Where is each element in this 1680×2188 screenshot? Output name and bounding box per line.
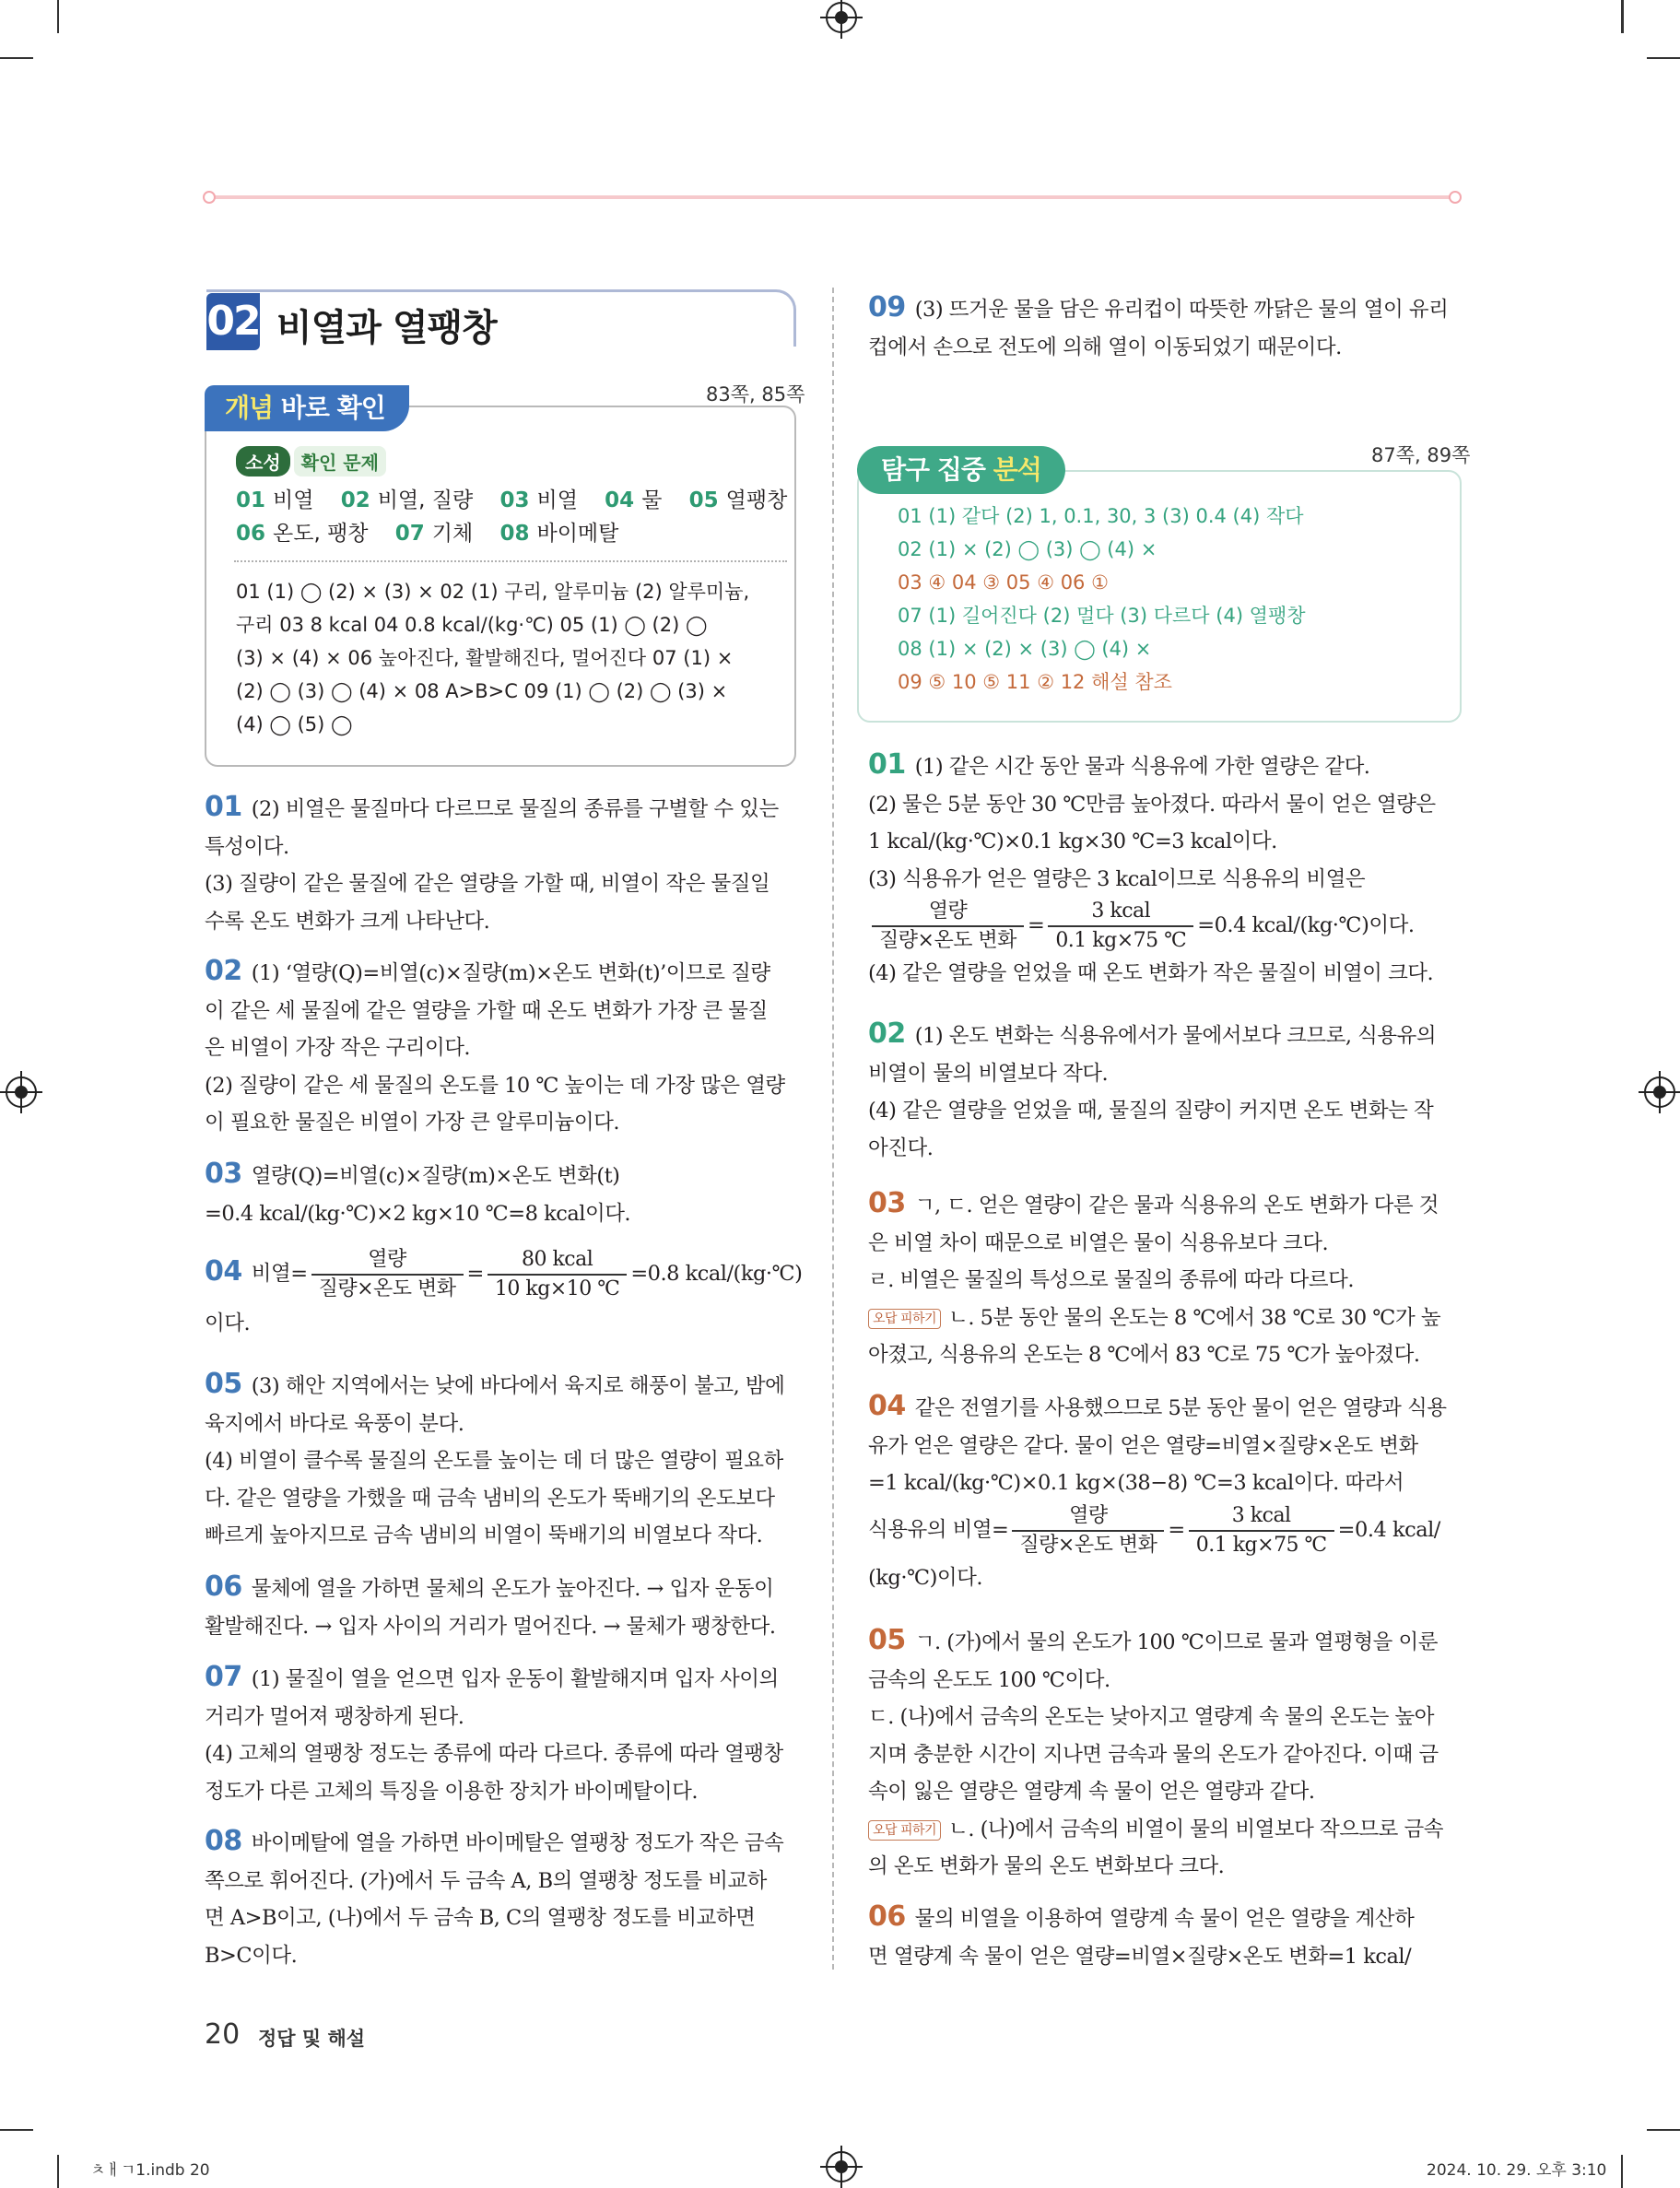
inquiry-explanation-01: 01 (1) 같은 시간 동안 물과 식용유에 가한 열량은 같다. (2) 물은 5분 동안 30 ℃만큼 높아졌다. 따라서 물이 얻은 열량은 1 kcal/(kg·℃)×0.1 kg×30 ℃=3 kcal이다. (3) 식용유가 얻은 열량은 3 kcal이므로 식용유의 비열은 $\frac{\text{열량}}{\text{질량×온도 변화}}$ = $\frac{\text{3 kcal}}{0.1 kg\times 75 ℃}$ =0.4 kcal/(kg·℃)이다. (4) 같은 열량을 얻었을 때 온도 변화가 작은 물질이 비열이 크다. (868, 748, 1436, 985)
dotted-separator (234, 560, 787, 562)
inquiry-row: 08 (1) × (2) × (3) ◯ (4) × (898, 638, 1152, 660)
print-slug-date: 2024. 10. 29. 오후 3:10 (1427, 2161, 1607, 2180)
inquiry-row: 07 (1) 길어진다 (2) 멀다 (3) 다르다 (4) 열팽창 (898, 605, 1306, 627)
fraction: $\frac{\text{80 kcal}}{10 kg\times 10 ℃}$ (488, 1246, 627, 1303)
explanation-03: 03 열량(Q)=비열(c)×질량(m)×온도 변화(t) =0.4 kcal/(kg·℃)×2 kg×10 ℃=8 kcal이다. (205, 1158, 631, 1226)
explanation-02: 02 (1) ‘열량(Q)=비열(c)×질량(m)×온도 변화(t)’이므로 질량 이 같은 세 물질에 같은 열량을 가할 때 온도 변화가 가장 큰 물질 은 비열이 가장 작은 구리이다. (2) 질량이 같은 세 물질의 온도를 10 ℃ 높이는 데 가장 많은 열량 이 필요한 물질은 비열이 가장 큰 알루미늄이다. (205, 955, 785, 1135)
concept-check-tab (205, 385, 409, 431)
concept-tab-label: 바로 확인 (273, 393, 385, 423)
fraction: $\frac{\text{열량}}{\text{질량×온도 변화}}$ (1012, 1502, 1164, 1559)
wrong-answer-tag: 오답 피하기 (868, 1820, 941, 1841)
crop-mark (1622, 0, 1624, 33)
fraction: $\frac{\text{열량}}{\text{질량×온도 변화}}$ (311, 1246, 464, 1303)
inquiry-tab-highlight: 분석 (993, 454, 1041, 485)
column-divider (832, 288, 834, 1970)
explanation-08: 08 바이메탈에 열을 가하면 바이메탈은 열팽창 정도가 작은 금속 쪽으로 휘어진다. (가)에서 두 금속 A, B의 열팽창 정도를 비교하 면 A>B이고, (나)에서 두 금속 B, C의 열팽창 정도를 비교하면 B>C이다. (205, 1825, 784, 1968)
concept-row-2: 06 온도, 팽창 07 기체 08 바이메탈 (236, 522, 619, 546)
crop-mark (1647, 57, 1680, 59)
registration-mark (826, 2, 857, 33)
registration-mark (826, 2151, 857, 2182)
crop-mark (0, 57, 33, 59)
inquiry-row: 09 ⑤ 10 ⑤ 11 ② 12 해설 참조 (898, 671, 1172, 693)
concept-answer-line: 구리 03 8 kcal 04 0.8 kcal/(kg·℃) 05 (1) ◯ (2) ◯ (236, 614, 708, 636)
explanation-05: 05 (3) 해안 지역에서는 낮에 바다에서 육지로 해풍이 불고, 밤에 육지에서 바다로 육풍이 분다. (4) 비열이 클수록 물질의 온도를 높이는 데 더 많은 열량이 필요하 다. 같은 열량을 가했을 때 금속 냄비의 온도가 뚝배기의 온도보다 빠르게 높아지므로 금속 냄비의 비열이 뚝배기의 비열보다 작다. (205, 1368, 785, 1547)
concept-tab-highlight: 개념 (225, 393, 274, 423)
fraction: $\frac{\text{3 kcal}}{0.1 kg\times 75 ℃}$ (1048, 898, 1193, 955)
page-reference: 83쪽, 85쪽 (706, 383, 805, 406)
confirm-badge-row (236, 446, 386, 476)
inquiry-explanation-05: 05 ㄱ. (가)에서 물의 온도가 100 ℃이므로 물과 열평형을 이룬 금속의 온도도 100 ℃이다. ㄷ. (나)에서 금속의 온도는 낮아지고 열량계 속 물의 온도는 높아 지며 충분한 시간이 지나면 금속과 물의 온도가 같아진다. 이때 금 속이 잃은 열량은 열량계 속 물이 얻은 열량과 같다. 오답 피하기 ㄴ. (나)에서 금속의 비열이 물의 비열보다 작으므로 금속 의 온도 변화가 물의 온도 변화보다 크다. (868, 1624, 1444, 1878)
badge: 소성 (236, 446, 290, 476)
footer-label: 정답 및 해설 (258, 2028, 366, 2050)
concept-row-1: 01 비열 02 비열, 질량 03 비열 04 물 05 열팽창 (236, 488, 788, 512)
registration-mark (6, 1076, 37, 1108)
crop-mark (57, 0, 59, 33)
inquiry-explanation-06: 06 물의 비열을 이용하여 열량계 속 물이 얻은 열량을 계산하 면 열량계 속 물이 얻은 열량=비열×질량×온도 변화=1 kcal/ (868, 1900, 1415, 1969)
wrong-answer-tag: 오답 피하기 (868, 1309, 941, 1329)
inquiry-explanation-04: 04 같은 전열기를 사용했으므로 5분 동안 물이 얻은 열량과 식용 유가 얻은 열량은 같다. 물이 얻은 열량=비열×질량×온도 변화 =1 kcal/(kg·℃)×0.1 kg×(38−8) ℃=3 kcal이다. 따라서 식용유의 비열= $\frac{\text{열량}}{\text{질량×온도 변화}}$ = $\frac{\text{3 kcal}}{0.1 kg\times 75 ℃}$ =0.4 kcal/ (kg·℃)이다. (868, 1390, 1447, 1590)
header-rule-dot (203, 191, 216, 204)
concept-answer-line: (4) ◯ (5) ◯ (236, 713, 353, 735)
header-rule (210, 195, 1456, 199)
registration-mark (1644, 1076, 1675, 1108)
page-reference: 87쪽, 89쪽 (1371, 444, 1471, 466)
header-rule-dot (1449, 191, 1462, 204)
inquiry-row: 01 (1) 같다 (2) 1, 0.1, 30, 3 (3) 0.4 (4) 작다 (898, 505, 1304, 527)
inquiry-answers (898, 500, 1306, 699)
inquiry-tab (857, 446, 1065, 494)
fraction: $\frac{\text{3 kcal}}{0.1 kg\times 75 ℃}$ (1189, 1502, 1334, 1559)
explanation-01: 01 (2) 비열은 물질마다 다르므로 물질의 종류를 구별할 수 있는 특성이다. (3) 질량이 같은 물질에 같은 열량을 가할 때, 비열이 작은 물질일 수록 온도 변화가 크게 나타난다. (205, 791, 779, 934)
explanation-07: 07 (1) 물질이 열을 얻으면 입자 운동이 활발해지며 입자 사이의 거리가 멀어져 팽창하게 된다. (4) 고체의 열팽창 정도는 종류에 따라 다르다. 종류에 따라 열팽창 정도가 다른 고체의 특징을 이용한 장치가 바이메탈이다. (205, 1661, 783, 1804)
crop-mark (1647, 2129, 1680, 2131)
inquiry-explanation-03: 03 ㄱ, ㄷ. 얻은 열량이 같은 물과 식용유의 온도 변화가 다른 것 은 비열 차이 때문으로 비열은 물이 식용유보다 크다. ㄹ. 비열은 물질의 특성으로 물질의 종류에 따라 다르다. 오답 피하기 ㄴ. 5분 동안 물의 온도는 8 ℃에서 38 ℃로 30 ℃가 높 아졌고, 식용유의 온도는 8 ℃에서 83 ℃로 75 ℃가 높아졌다. (868, 1187, 1441, 1367)
crop-mark (0, 2129, 33, 2131)
concept-answer-line: (3) × (4) × 06 높아진다, 활발해진다, 멀어진다 07 (1) × (236, 647, 734, 669)
fraction: $\frac{\text{열량}}{\text{질량×온도 변화}}$ (872, 898, 1024, 955)
section-number: 02 (206, 293, 260, 350)
explanation-06: 06 물체에 열을 가하면 물체의 온도가 높아진다. → 입자 운동이 활발해진다. → 입자 사이의 거리가 멀어진다. → 물체가 팽창한다. (205, 1570, 776, 1639)
crop-mark (1621, 2155, 1623, 2188)
page-number: 20 (205, 2018, 241, 2051)
inquiry-row: 03 ④ 04 ③ 05 ④ 06 ① (898, 571, 1109, 594)
explanation-04: 04 비열= $\frac{\text{열량}}{\text{질량×온도 변화}}$ = $\frac{\text{80 kcal}}{10 kg\times 10 ℃}$ =0.8 kcal/(kg·℃) 이다. (205, 1248, 803, 1335)
crop-mark (57, 2155, 59, 2188)
badge-label: 확인 문제 (294, 446, 386, 476)
inquiry-row: 02 (1) × (2) ◯ (3) ◯ (4) × (898, 538, 1157, 560)
concept-answers (236, 575, 785, 741)
explanation-09: 09 (3) 뜨거운 물을 담은 유리컵이 따뜻한 까닭은 물의 열이 유리 컵에서 손으로 전도에 의해 열이 이동되었기 때문이다. (868, 291, 1449, 359)
concept-answer-line: (2) ◯ (3) ◯ (4) × 08 A>B>C 09 (1) ◯ (2) ◯ (3) × (236, 680, 728, 702)
print-slug-file: ㅊㅐㄱ1.indb 20 (90, 2161, 210, 2180)
section-title: 비열과 열팽창 (276, 307, 497, 349)
inquiry-explanation-02: 02 (1) 온도 변화는 식용유에서가 물에서보다 크므로, 식용유의 비열이 물의 비열보다 작다. (4) 같은 열량을 얻었을 때, 물질의 질량이 커지면 온도 변화는 작 아진다. (868, 1018, 1437, 1160)
inquiry-tab-label: 탐구 집중 (881, 454, 993, 485)
concept-answer-line: 01 (1) ◯ (2) × (3) × 02 (1) 구리, 알루미늄 (2) 알루미늄, (236, 581, 750, 603)
